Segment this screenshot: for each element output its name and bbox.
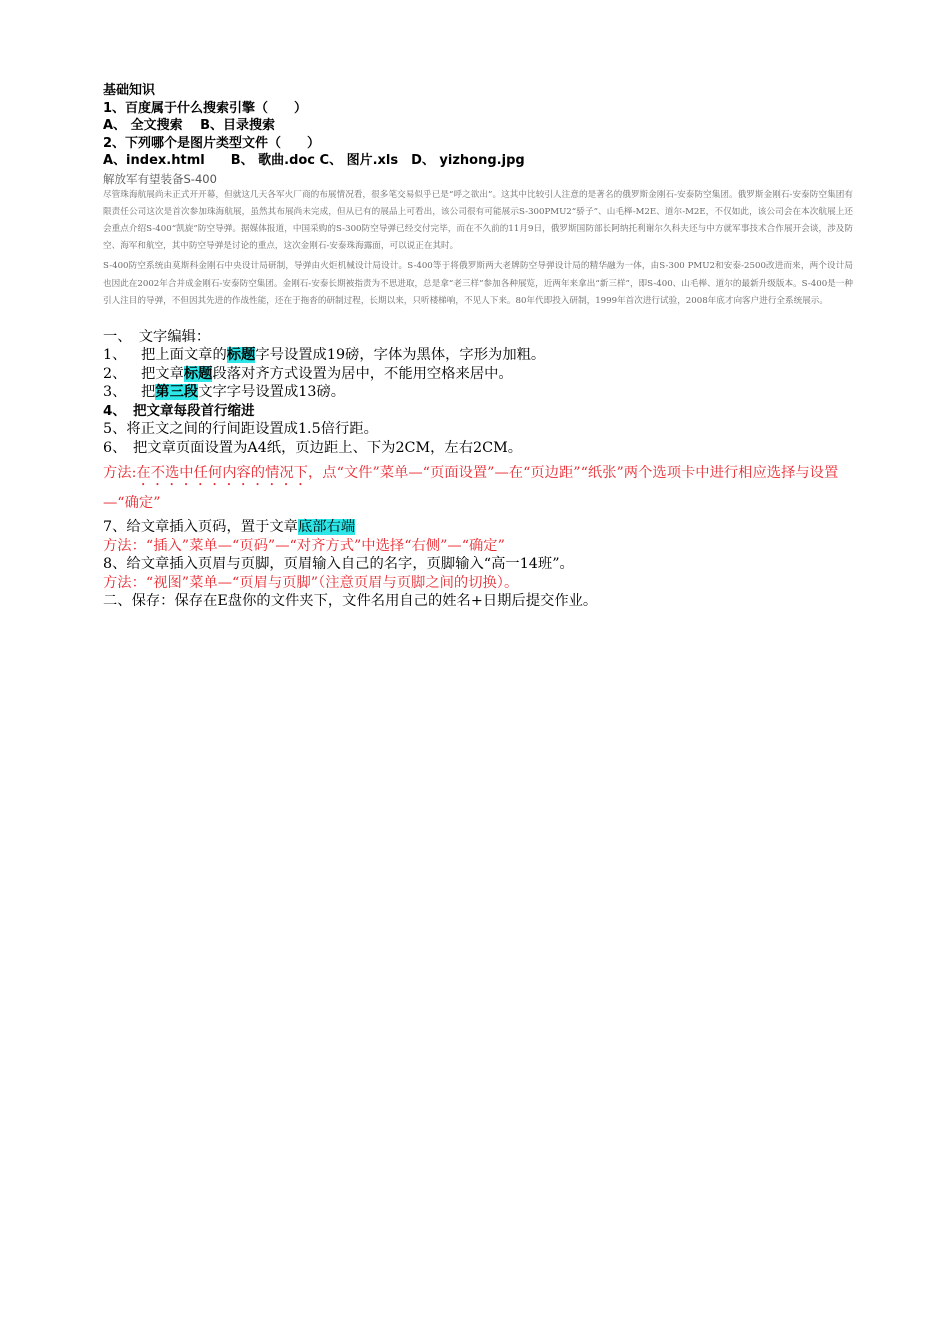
task-3-highlight: 第三段 <box>155 384 199 401</box>
task-4-text: 把文章每段首行缩进 <box>133 402 255 419</box>
quiz-heading: 基础知识 <box>103 83 156 98</box>
task-list <box>103 328 853 611</box>
task-2-text-b: 段落对齐方式设置为居中，不能用空格来居中。 <box>212 365 513 382</box>
task-1 <box>103 346 853 365</box>
task-2 <box>103 365 853 384</box>
task-7-text: 7、给文章插入页码，置于文章 <box>103 519 298 536</box>
quiz-question-2-options: A、index.html B、 歌曲.doc C、 图片.xls D、 yizhong.jpg <box>103 153 525 168</box>
task-3 <box>103 383 853 402</box>
method-3: 方法：“视图”菜单—“页眉与页脚”（注意页眉与页脚之间的切换）。 <box>103 574 519 591</box>
method-2: 方法：“插入”菜单—“页码”—“对齐方式”中选择“右侧”—“确定” <box>103 537 505 554</box>
method-1-rest: ，点“文件”菜单—“页面设置”—在“页边距”“纸张”两个选项卡中进行相应选择与设置—“确定” <box>103 465 839 512</box>
quiz-question-1: 1、百度属于什么搜索引擎（ ） <box>103 100 308 116</box>
method-1 <box>103 459 853 518</box>
task-1-text-b: 字号设置成19磅，字体为黑体，字形为加粗。 <box>255 347 546 364</box>
task-4-number: 4、 <box>103 402 126 419</box>
document-page <box>103 82 853 611</box>
task-7 <box>103 518 853 537</box>
article-title: 解放军有望装备S-400 <box>103 171 217 186</box>
task-2-number: 2、 <box>103 365 127 382</box>
task-7-highlight: 底部右端 <box>297 519 356 536</box>
article-paragraph-2: S-400防空系统由莫斯科金刚石中央设计局研制，导弹由火炬机械设计局设计。S-400等于将俄罗斯两大老牌防空导弹设计局的精华融为一体，由S-300 PMU2和安泰-2500改进而来，两个设计局也因此在2002年合并成金刚石-安泰防空集团。金刚石-安泰长期被指责为不思进取，总是拿“老三样”参加各种展览，近两年来拿出“新三样”，即S-400、山毛榉、道尔的最新升级版本。S-400是一种引人注目的导弹，不但因其先进的作战性能，还在于拖沓的研制过程，长期以来，只听楼梯响，不见人下来。80年代即投入研制，1999年首次进行试验，2008年底才向客户进行全系统展示。 <box>103 261 853 306</box>
task-3-number: 3、 <box>103 384 127 401</box>
task-6-number: 6、 <box>103 439 127 456</box>
task-1-number: 1、 <box>103 347 127 364</box>
article-paragraph-1: 尽管珠海航展尚未正式开开幕，但就这几天各军火厂商的布展情况看，很多笔交易似乎已是“呼之欲出”。这其中比较引人注意的是著名的俄罗斯金刚石-安泰防空集团。俄罗斯金刚石-安泰防空集团有限责任公司这次是首次参加珠海航展，虽然其布展尚未完成，但从已有的展品上可看出，该公司很有可能展示S-300PMU2“骄子”、山毛榉-M2E、道尔-M2E，不仅如此，该公司会在本次航展上还会重点介绍S-400“凯旋”防空导弹。据媒体报道，中国采购的S-300防空导弹已经交付完毕，而在不久前的11月9日，俄罗斯国防部长阿纳托利谢尔久科夫还与中方就军事技术合作展开会谈，涉及防空、海军和航空，其中防空导弹是讨论的重点，这次金刚石-安泰珠海露面，可以说正在其时。 <box>103 189 853 252</box>
task-3-text-a: 把 <box>141 384 156 401</box>
task-1-text-a: 把上面文章的 <box>141 347 227 364</box>
task-5: 5、将正文之间的行间距设置成1.5倍行距。 <box>103 421 378 438</box>
task-4 <box>103 402 853 421</box>
task-2-highlight: 标题 <box>183 365 213 382</box>
task-8: 8、给文章插入页眉与页脚，页眉输入自己的名字，页脚输入“高一14班”。 <box>103 556 574 573</box>
task-1-highlight: 标题 <box>226 347 256 364</box>
method-1-prefix: 方法: <box>103 465 137 482</box>
save-instruction: 二、保存：保存在E盘你的文件夹下，文件名用自己的姓名+日期后提交作业。 <box>103 593 598 610</box>
task-3-text-b: 文字字号设置成13磅。 <box>198 384 346 401</box>
method-1-emphasis: 在不选中任何内容的情况下 <box>136 465 308 482</box>
task-2-text-a: 把文章 <box>141 365 184 382</box>
task-section-title: 一、 文字编辑： <box>103 328 211 345</box>
task-6-text: 把文章页面设置为A4纸，页边距上、下为2CM，左右2CM。 <box>133 439 523 456</box>
quiz-question-2: 2、下列哪个是图片类型文件（ ） <box>103 135 321 151</box>
quiz-question-1-options: A、 全文搜索 B、目录搜索 <box>103 118 276 133</box>
task-6 <box>103 439 853 458</box>
